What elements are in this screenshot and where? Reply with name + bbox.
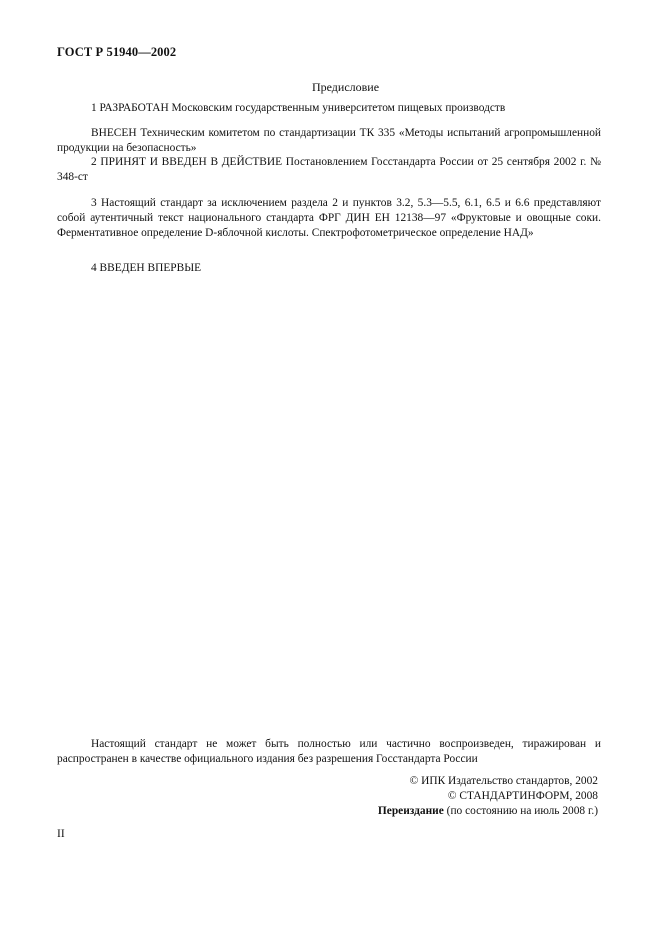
document-header: ГОСТ Р 51940—2002: [57, 45, 177, 59]
reissue-note: (по состоянию на июль 2008 г.): [446, 805, 598, 818]
paragraph-developed: 1 РАЗРАБОТАН Московским государственным университетом пищевых производств: [91, 102, 506, 114]
copyright-block: [378, 774, 598, 820]
section-title: Предисловие: [311, 80, 380, 94]
paragraph-adopted: 2 ПРИНЯТ И ВВЕДЕН В ДЕЙСТВИЕ Постановлением Госстандарта России от 25 сентября 2002 г. № 348-ст: [57, 156, 601, 184]
paragraph-authentic-text: 3 Настоящий стандарт за исключением раздела 2 и пунктов 3.2, 5.3—5.5, 6.1, 6.5 и 6.6 представляют собой аутентичный текст национального стандарта ФРГ ДИН ЕН 12138—97 «Фруктовые и овощные соки. Ферментативное определение D-яблочной кислоты. Спектрофотометрическое определение НАД»: [57, 197, 601, 240]
copyright-line-1: © ИПК Издательство стандартов, 2002: [409, 775, 598, 787]
reissue-label: Переиздание: [377, 805, 444, 818]
page-number: II: [57, 828, 65, 840]
reissue-line: [378, 804, 598, 819]
copyright-line-2: © СТАНДАРТИНФОРМ, 2008: [447, 790, 598, 803]
paragraph-first-introduced: 4 ВВЕДЕН ВПЕРВЫЕ: [91, 262, 202, 274]
paragraph-introduced: ВНЕСЕН Техническим комитетом по стандартизации ТК 335 «Методы испытаний агропромышленной продукции на безопасность»: [57, 127, 601, 155]
reproduction-notice: Настоящий стандарт не может быть полностью или частично воспроизведен, тиражирован и распространен в качестве официального издания без разрешения Госстандарта России: [57, 738, 601, 766]
